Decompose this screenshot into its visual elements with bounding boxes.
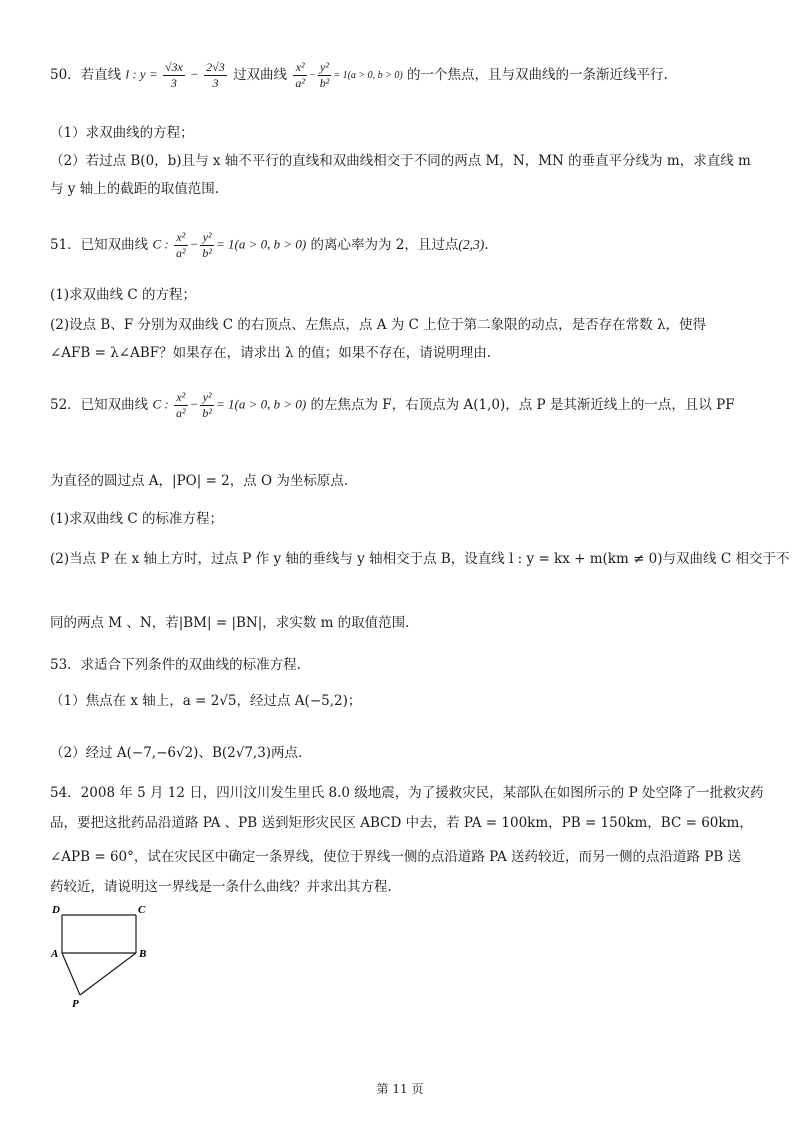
label-c: C (138, 905, 146, 916)
q50-frac1-den: 3 (170, 76, 177, 90)
q50-hx-num: x² (293, 60, 307, 76)
q52-tail: = 1(a > 0, b > 0) (215, 396, 307, 412)
q51-part1: (1)求双曲线 C 的方程； (50, 287, 197, 303)
q50-hy-num: y² (318, 60, 332, 76)
q51-part2-line1: (2)设点 B、F 分别为双曲线 C 的右顶点、左焦点，点 A 为 C 上位于第二象限的动点，是否存在常数 λ，使得 (50, 317, 706, 333)
q52-part1: (1)求双曲线 C 的标准方程； (50, 511, 224, 527)
road-pa (62, 953, 80, 995)
label-d: D (52, 905, 60, 916)
q50-part2-line2: 与 y 轴上的截距的取值范围. (50, 181, 220, 197)
q50-frac1-num: √3x (164, 60, 183, 74)
q51-fy-num: y² (200, 230, 214, 246)
q50-line-eq (125, 60, 228, 91)
q50-pass-text: 过双曲线 (233, 67, 288, 83)
q52-part2-line2: 同的两点 M 、N，若|BM| = |BN|，求实数 m 的取值范围. (50, 615, 410, 631)
q50-hx-den: a² (295, 76, 305, 90)
q54-line4: 药较近，请说明这一界线是一条什么曲线？并求出其方程. (50, 879, 392, 895)
q52-fx-num: x² (174, 390, 188, 406)
q51-end: . (484, 237, 489, 253)
q50-stem (50, 60, 668, 91)
q50-part2-line1: （2）若过点 B(0，b)且与 x 轴不平行的直线和双曲线相交于不同的两点 M，N，MN 的垂直平分线为 m，求直线 m (50, 153, 751, 169)
label-p: P (72, 998, 79, 1010)
q52-fy-den: b² (202, 406, 212, 420)
q51-c: C : (152, 236, 169, 252)
q52-number: 52．已知双曲线 (50, 397, 149, 413)
q51-fx (174, 230, 188, 261)
page-number: 第 11 页 (376, 1082, 424, 1096)
q52-fx (174, 390, 188, 421)
q52-fy (200, 390, 214, 421)
q53-title: 53．求适合下列条件的双曲线的标准方程. (50, 657, 301, 673)
q52-rest: 的左焦点为 F，右顶点为 A(1,0)，点 P 是其渐近线上的一点，且以 PF (310, 397, 735, 413)
q52-eq: C : $\frac{\text{x²}}{\text{a²}}$ − $\frac{\text{y²}}{\text{b²}}$ = 1(a > 0, b > 0) (152, 390, 307, 420)
q50-hy-den: b² (319, 76, 330, 90)
q51-stem (50, 230, 489, 261)
q52-stem (50, 390, 735, 421)
road-pb (80, 953, 136, 995)
q50-part1: （1）求双曲线的方程； (50, 125, 194, 141)
q51-fx-num: x² (174, 230, 188, 246)
q51-rest: 的离心率为为 2，且过点 (310, 237, 459, 253)
q54-line2: 品，要把这批药品沿道路 PA 、PB 送到矩形灾民区 ABCD 中去，若 PA = 100km，PB = 150km，BC = 60km， (50, 815, 753, 831)
q50-frac1 (163, 60, 185, 91)
q50-frac2-num: 2√3 (206, 60, 225, 74)
q54-line1: 54．2008 年 5 月 12 日，四川汶川发生里氏 8.0 级地震，为了援救灾民，某部队在如图所示的 P 处空降了一批救灾药 (50, 785, 764, 801)
q52-part2-line1: (2)当点 P 在 x 轴上方时，过点 P 作 y 轴的垂线与 y 轴相交于点 B，设直线 l : y = kx + m(km ≠ 0)与双曲线 C 相交于不 (50, 551, 790, 567)
q50-hyperbola-eq: $\frac{\text{x²}}{\text{a²}}$ − $\frac{\text{y²}}{\text{b²}}$ = 1(a > 0, b > 0) (295, 60, 403, 90)
q51-number: 51．已知双曲线 (50, 237, 149, 253)
q50-frac2 (204, 60, 227, 91)
label-b: B (139, 948, 147, 960)
q52-c: C : (152, 396, 169, 412)
q50-number: 50．若直线 (50, 67, 122, 83)
q51-point: (2,3) (458, 237, 485, 252)
q50-line-lhs: l : y = (125, 66, 158, 82)
q52-fx-den: a² (175, 406, 186, 420)
q50-minus: − (190, 66, 199, 82)
rectangle-abcd-figure (50, 905, 170, 1015)
q51-fy (200, 230, 214, 261)
q54-line3: ∠APB = 60°，试在灾民区中确定一条界线，使位于界线一侧的点沿道路 PA 送药较近，而另一侧的点沿道路 PB 送 (50, 849, 742, 865)
q50-rest: 的一个焦点，且与双曲线的一条渐近线平行. (407, 67, 668, 83)
q53-part1: （1）焦点在 x 轴上，a = 2√5，经过点 A(−5,2)； (50, 693, 362, 709)
q53-part2: （2）经过 A(−7,−6√2)、B(2√7,3)两点. (50, 745, 303, 761)
q51-fy-den: b² (202, 246, 212, 260)
q50-hy (318, 60, 332, 91)
q51-fx-den: a² (175, 246, 186, 260)
q51-eq: C : $\frac{\text{x²}}{\text{a²}}$ − $\frac{\text{y²}}{\text{b²}}$ = 1(a > 0, b > 0) (152, 230, 307, 260)
q52-line2: 为直径的圆过点 A，|PO| = 2，点 O 为坐标原点. (50, 473, 349, 489)
label-a: A (51, 948, 59, 960)
q50-h-tail: = 1(a > 0, b > 0) (333, 69, 403, 81)
q52-fy-num: y² (200, 390, 214, 406)
q51-tail: = 1(a > 0, b > 0) (215, 236, 307, 252)
q50-hx (293, 60, 307, 91)
q50-frac2-den: 3 (212, 76, 219, 90)
q51-part2-line2: ∠AFB = λ∠ABF？如果存在，请求出 λ 的值；如果不存在，请说明理由. (50, 345, 492, 361)
